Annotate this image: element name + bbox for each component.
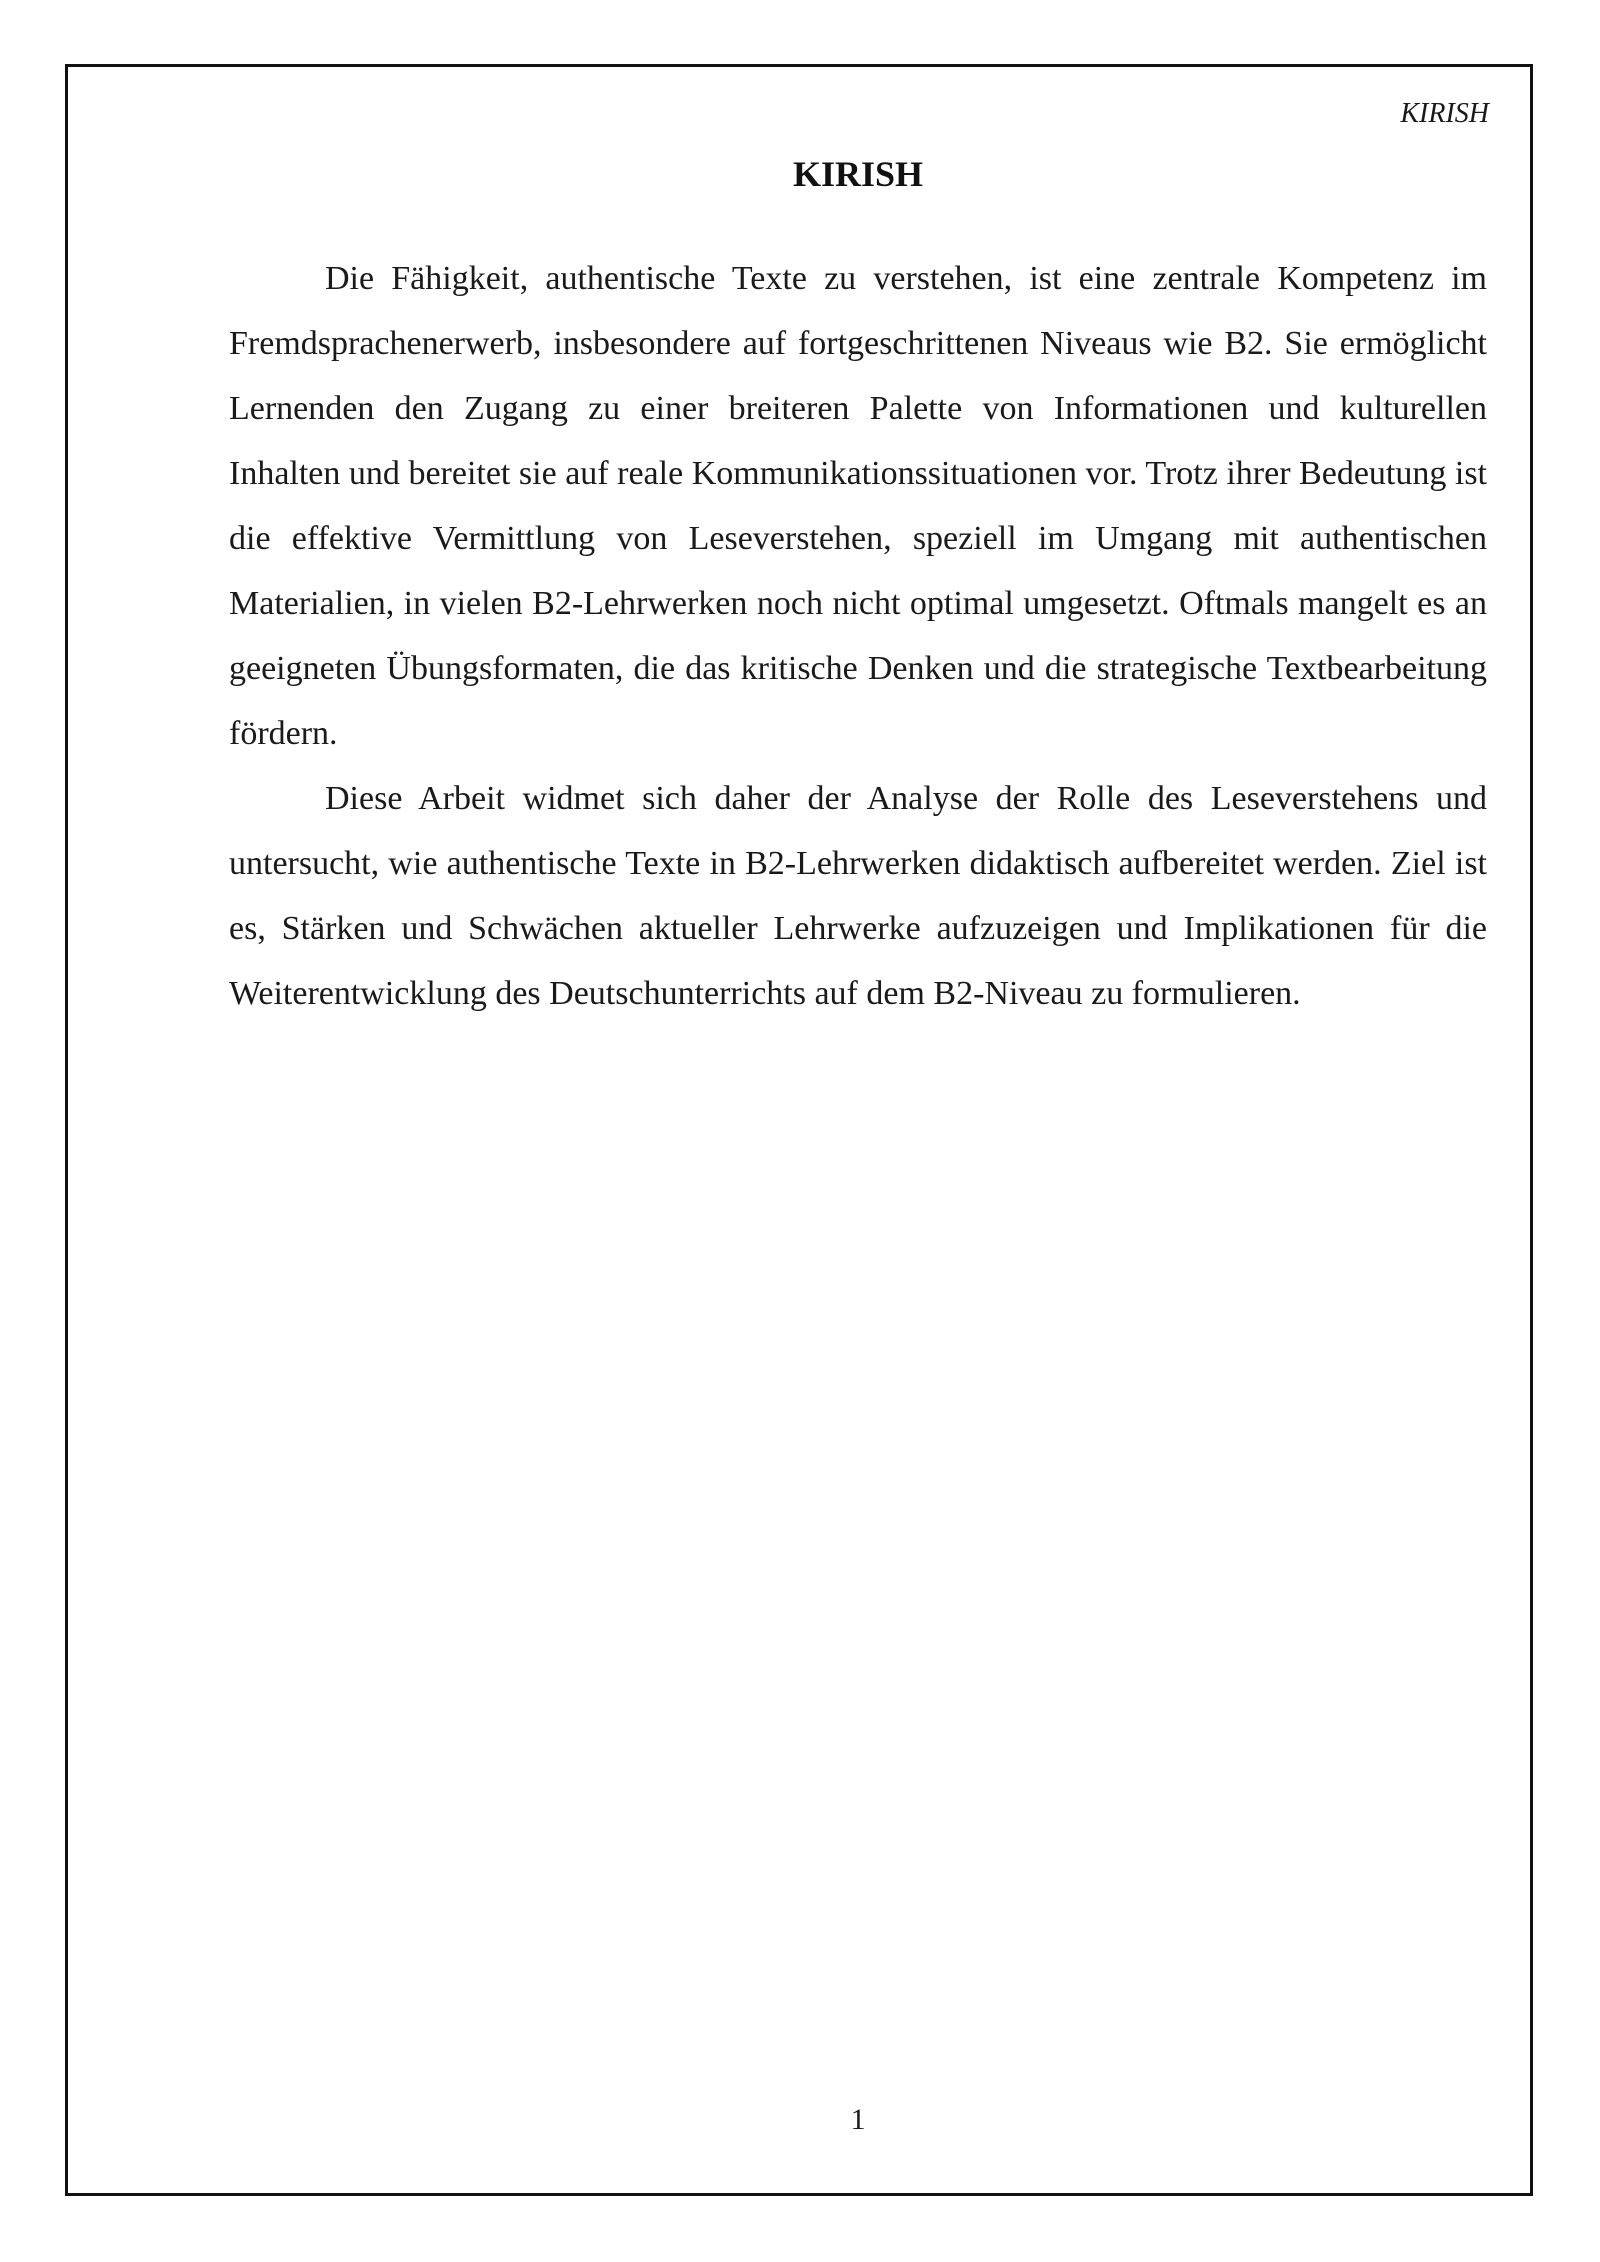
page-title: KIRISH xyxy=(792,154,924,194)
paragraph: Diese Arbeit widmet sich daher der Analyse der Rolle des Leseverstehens und untersucht, wie authentische Texte in B2-Lehrwerken didaktisch aufbereitet werden. Ziel ist es, Stärken und Schwächen aktueller Lehrwerke aufzuzeigen und Implikationen für die Weiterentwicklung des Deutschunterrichts auf dem B2-Niveau zu formulieren. xyxy=(229,780,1487,1012)
running-header: KIRISH xyxy=(1400,98,1489,129)
paragraph: Die Fähigkeit, authentische Texte zu verstehen, ist eine zentrale Kompetenz im Fremdsprachenerwerb, insbesondere auf fortgeschrittenen Niveaus wie B2. Sie ermöglicht Lernenden den Zugang zu einer breiteren Palette von Informationen und kulturellen Inhalten und bereitet sie auf reale Kommunikationssituationen vor. Trotz ihrer Bedeutung ist die effektive Vermittlung von Leseverstehen, speziell im Umgang mit authentischen Materialien, in vielen B2-Lehrwerken noch nicht optimal umgesetzt. Oftmals mangelt es an geeigneten Übungsformaten, die das kritische Denken und die strategische Textbearbeitung fördern. xyxy=(229,260,1487,752)
body-text xyxy=(229,246,1487,1026)
page-number: 1 xyxy=(850,2103,866,2136)
